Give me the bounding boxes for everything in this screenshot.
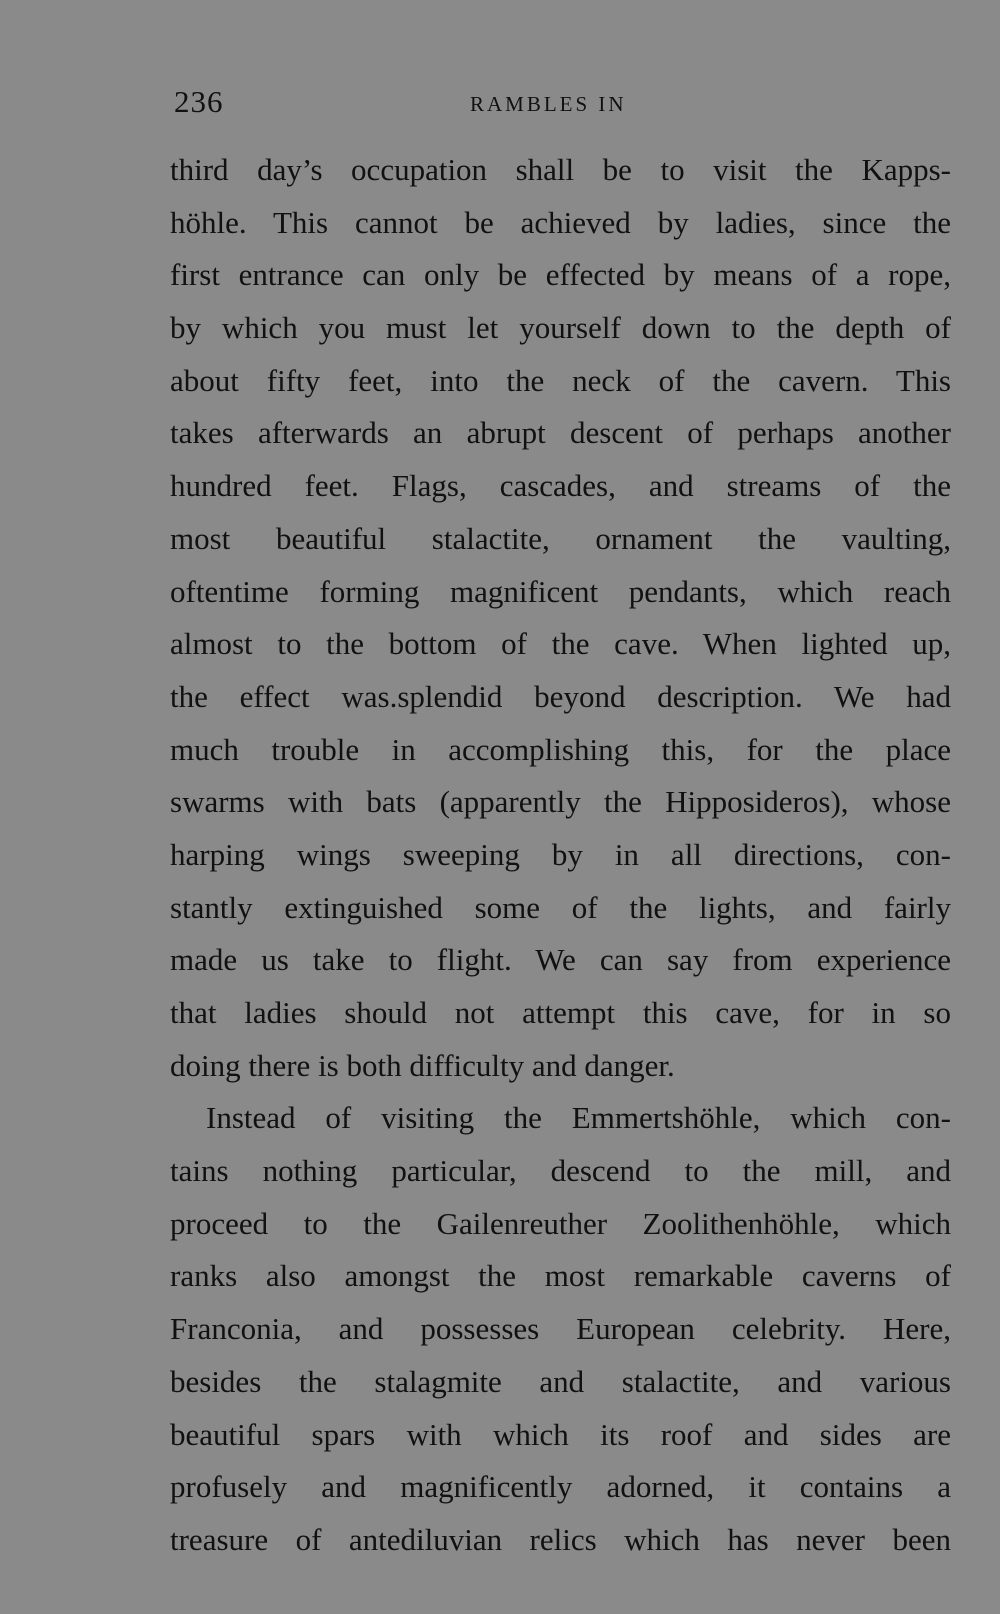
text-line: by which you must let yourself down to the depth of bbox=[170, 310, 951, 346]
text-line: höhle. This cannot be achieved by ladies, since the bbox=[170, 204, 951, 240]
paragraph-start-line: Instead of visiting the Emmertshöhle, which con- bbox=[206, 1100, 951, 1136]
text-line: oftentime forming magnificent pendants, which reach bbox=[170, 573, 951, 609]
text-line: Franconia, and possesses European celebrity. Here, bbox=[170, 1311, 951, 1347]
text-line: swarms with bats (apparently the Hipposideros), whose bbox=[170, 784, 951, 820]
text-line: hundred feet. Flags, cascades, and streams of the bbox=[170, 468, 951, 504]
text-line: stantly extinguished some of the lights, and fairly bbox=[170, 889, 951, 925]
text-line: harping wings sweeping by in all directions, con- bbox=[170, 836, 951, 872]
text-line: third day’s occupation shall be to visit the Kapps- bbox=[170, 152, 951, 187]
text-line: tains nothing particular, descend to the mill, and bbox=[170, 1153, 951, 1189]
text-line: that ladies should not attempt this cave, for in so bbox=[170, 995, 951, 1030]
page-header bbox=[170, 84, 950, 120]
text-line: much trouble in accomplishing this, for the place bbox=[170, 731, 951, 767]
text-line: takes afterwards an abrupt descent of perhaps another bbox=[170, 415, 951, 451]
page-number: 236 bbox=[174, 84, 224, 119]
text-line: made us take to flight. We can say from experience bbox=[170, 942, 951, 978]
body-text bbox=[170, 144, 951, 1567]
text-line: treasure of antediluvian relics which has never been bbox=[170, 1521, 951, 1557]
text-line: about fifty feet, into the neck of the cavern. This bbox=[170, 362, 951, 398]
text-line: almost to the bottom of the cave. When lighted up, bbox=[170, 626, 951, 662]
text-line: proceed to the Gailenreuther Zoolithenhöhle, which bbox=[170, 1205, 951, 1241]
running-head: RAMBLES IN bbox=[470, 92, 627, 116]
text-line: the effect was.splendid beyond description. We had bbox=[170, 678, 951, 714]
text-line: beautiful spars with which its roof and sides are bbox=[170, 1416, 951, 1452]
text-line: profusely and magnificently adorned, it contains a bbox=[170, 1469, 951, 1505]
paragraph-end-line: doing there is both difficulty and danger. bbox=[170, 1047, 675, 1083]
text-line: most beautiful stalactite, ornament the vaulting, bbox=[170, 520, 951, 556]
text-line: first entrance can only be effected by means of a rope, bbox=[170, 257, 951, 293]
text-line: besides the stalagmite and stalactite, and various bbox=[170, 1363, 951, 1399]
text-line: ranks also amongst the most remarkable caverns of bbox=[170, 1258, 951, 1294]
